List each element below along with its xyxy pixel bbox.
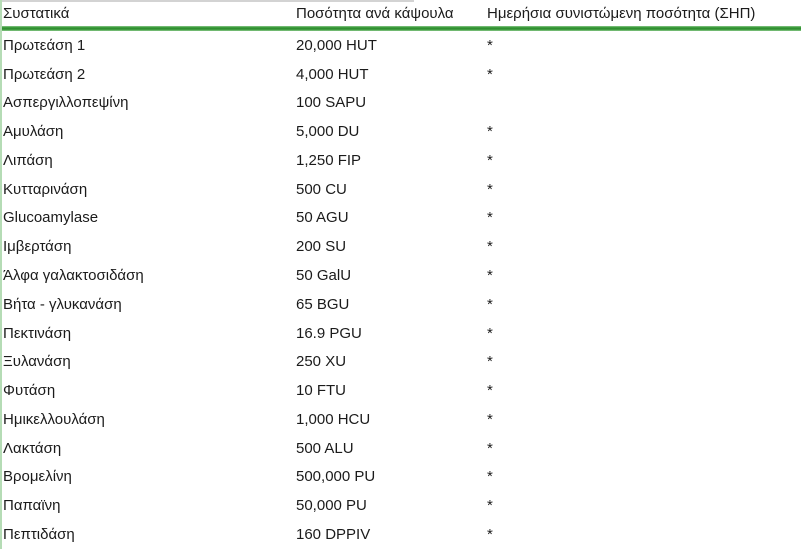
rda-value: * xyxy=(487,497,493,515)
table-row xyxy=(0,462,801,491)
quantity-value: 4,000 HUT xyxy=(296,65,369,83)
table-row xyxy=(0,520,801,549)
ingredient-name: Βρομελίνη xyxy=(3,468,72,486)
ingredient-name: Ημικελλουλάση xyxy=(3,410,105,428)
quantity-value: 50 AGU xyxy=(296,209,349,227)
ingredient-name: Πρωτεάση 1 xyxy=(3,36,86,54)
ingredient-name: Πεκτινάση xyxy=(3,324,72,342)
ingredient-name: Φυτάση xyxy=(3,382,56,400)
ingredient-name: Glucoamylase xyxy=(3,209,99,227)
ingredient-name: Πρωτεάση 2 xyxy=(3,65,86,83)
quantity-value: 50 GalU xyxy=(296,267,352,284)
rda-value: * xyxy=(487,439,493,457)
rda-value: * xyxy=(487,353,493,371)
header-ingredient: Συστατικά xyxy=(3,4,70,22)
table-row xyxy=(0,405,801,434)
quantity-value: 50,000 PU xyxy=(296,497,367,515)
rda-value: * xyxy=(487,410,493,428)
rda-value: * xyxy=(487,382,493,400)
quantity-value: 500 CU xyxy=(296,180,347,198)
left-edge-line xyxy=(0,0,2,549)
table-row xyxy=(0,347,801,376)
rda-value: * xyxy=(487,151,493,169)
rda-value: * xyxy=(487,209,493,227)
table-row xyxy=(0,31,801,60)
quantity-value: 500 ALU xyxy=(296,439,354,457)
ingredient-name: Λακτάση xyxy=(3,439,62,457)
table-row xyxy=(0,261,801,290)
quantity-value: 100 SAPU xyxy=(296,94,367,112)
rda-value: * xyxy=(487,65,493,83)
rda-value: * xyxy=(487,180,493,198)
quantity-value: 200 SU xyxy=(296,238,347,256)
table-row xyxy=(0,319,801,348)
table-row xyxy=(0,434,801,463)
table-row xyxy=(0,60,801,89)
quantity-value: 10 FTU xyxy=(296,382,347,400)
table-row xyxy=(0,146,801,175)
ingredient-name: Ιμβερτάση xyxy=(3,238,72,256)
table-row xyxy=(0,376,801,405)
table-row xyxy=(0,290,801,319)
ingredient-name: Ξυλανάση xyxy=(3,353,71,371)
table-row xyxy=(0,204,801,233)
rda-value: * xyxy=(487,324,493,342)
quantity-value: 500,000 PU xyxy=(296,468,376,486)
quantity-value: 65 BGU xyxy=(296,295,350,313)
quantity-value: 160 DPPIV xyxy=(296,525,371,543)
rda-value: * xyxy=(487,525,493,543)
rda-value: * xyxy=(487,295,493,313)
quantity-value: 16.9 PGU xyxy=(296,324,362,342)
rda-value: * xyxy=(487,267,493,284)
quantity-value: 250 XU xyxy=(296,353,347,371)
header-quantity-per-capsule: Ποσότητα ανά κάψουλα xyxy=(296,4,454,22)
rda-value: * xyxy=(487,123,493,141)
table-row xyxy=(0,175,801,204)
ingredient-name: Λιπάση xyxy=(3,151,53,169)
ingredient-name: Αμυλάση xyxy=(3,123,64,141)
quantity-value: 1,250 FIP xyxy=(296,151,362,169)
ingredient-name: Βήτα - γλυκανάση xyxy=(3,295,122,313)
rda-value: * xyxy=(487,468,493,486)
ingredient-name: Ασπεργιλλοπεψίνη xyxy=(3,94,129,112)
table-row xyxy=(0,89,801,118)
table-row xyxy=(0,232,801,261)
quantity-value: 1,000 HCU xyxy=(296,410,371,428)
rda-value: * xyxy=(487,36,493,54)
ingredient-name: Παπαϊνη xyxy=(3,497,61,515)
ingredient-name: Άλφα γαλακτοσιδάση xyxy=(3,267,144,284)
table-row xyxy=(0,117,801,146)
quantity-value: 20,000 HUT xyxy=(296,36,377,54)
table-row xyxy=(0,491,801,520)
quantity-value: 5,000 DU xyxy=(296,123,360,141)
header-daily-recommended: Ημερήσια συνιστώμενη ποσότητα (ΣΗΠ) xyxy=(487,4,756,22)
ingredient-name: Κυτταρινάση xyxy=(3,180,88,198)
rda-value: * xyxy=(487,238,493,256)
table-header-row xyxy=(0,0,801,26)
ingredient-name: Πεπτιδάση xyxy=(3,525,75,543)
